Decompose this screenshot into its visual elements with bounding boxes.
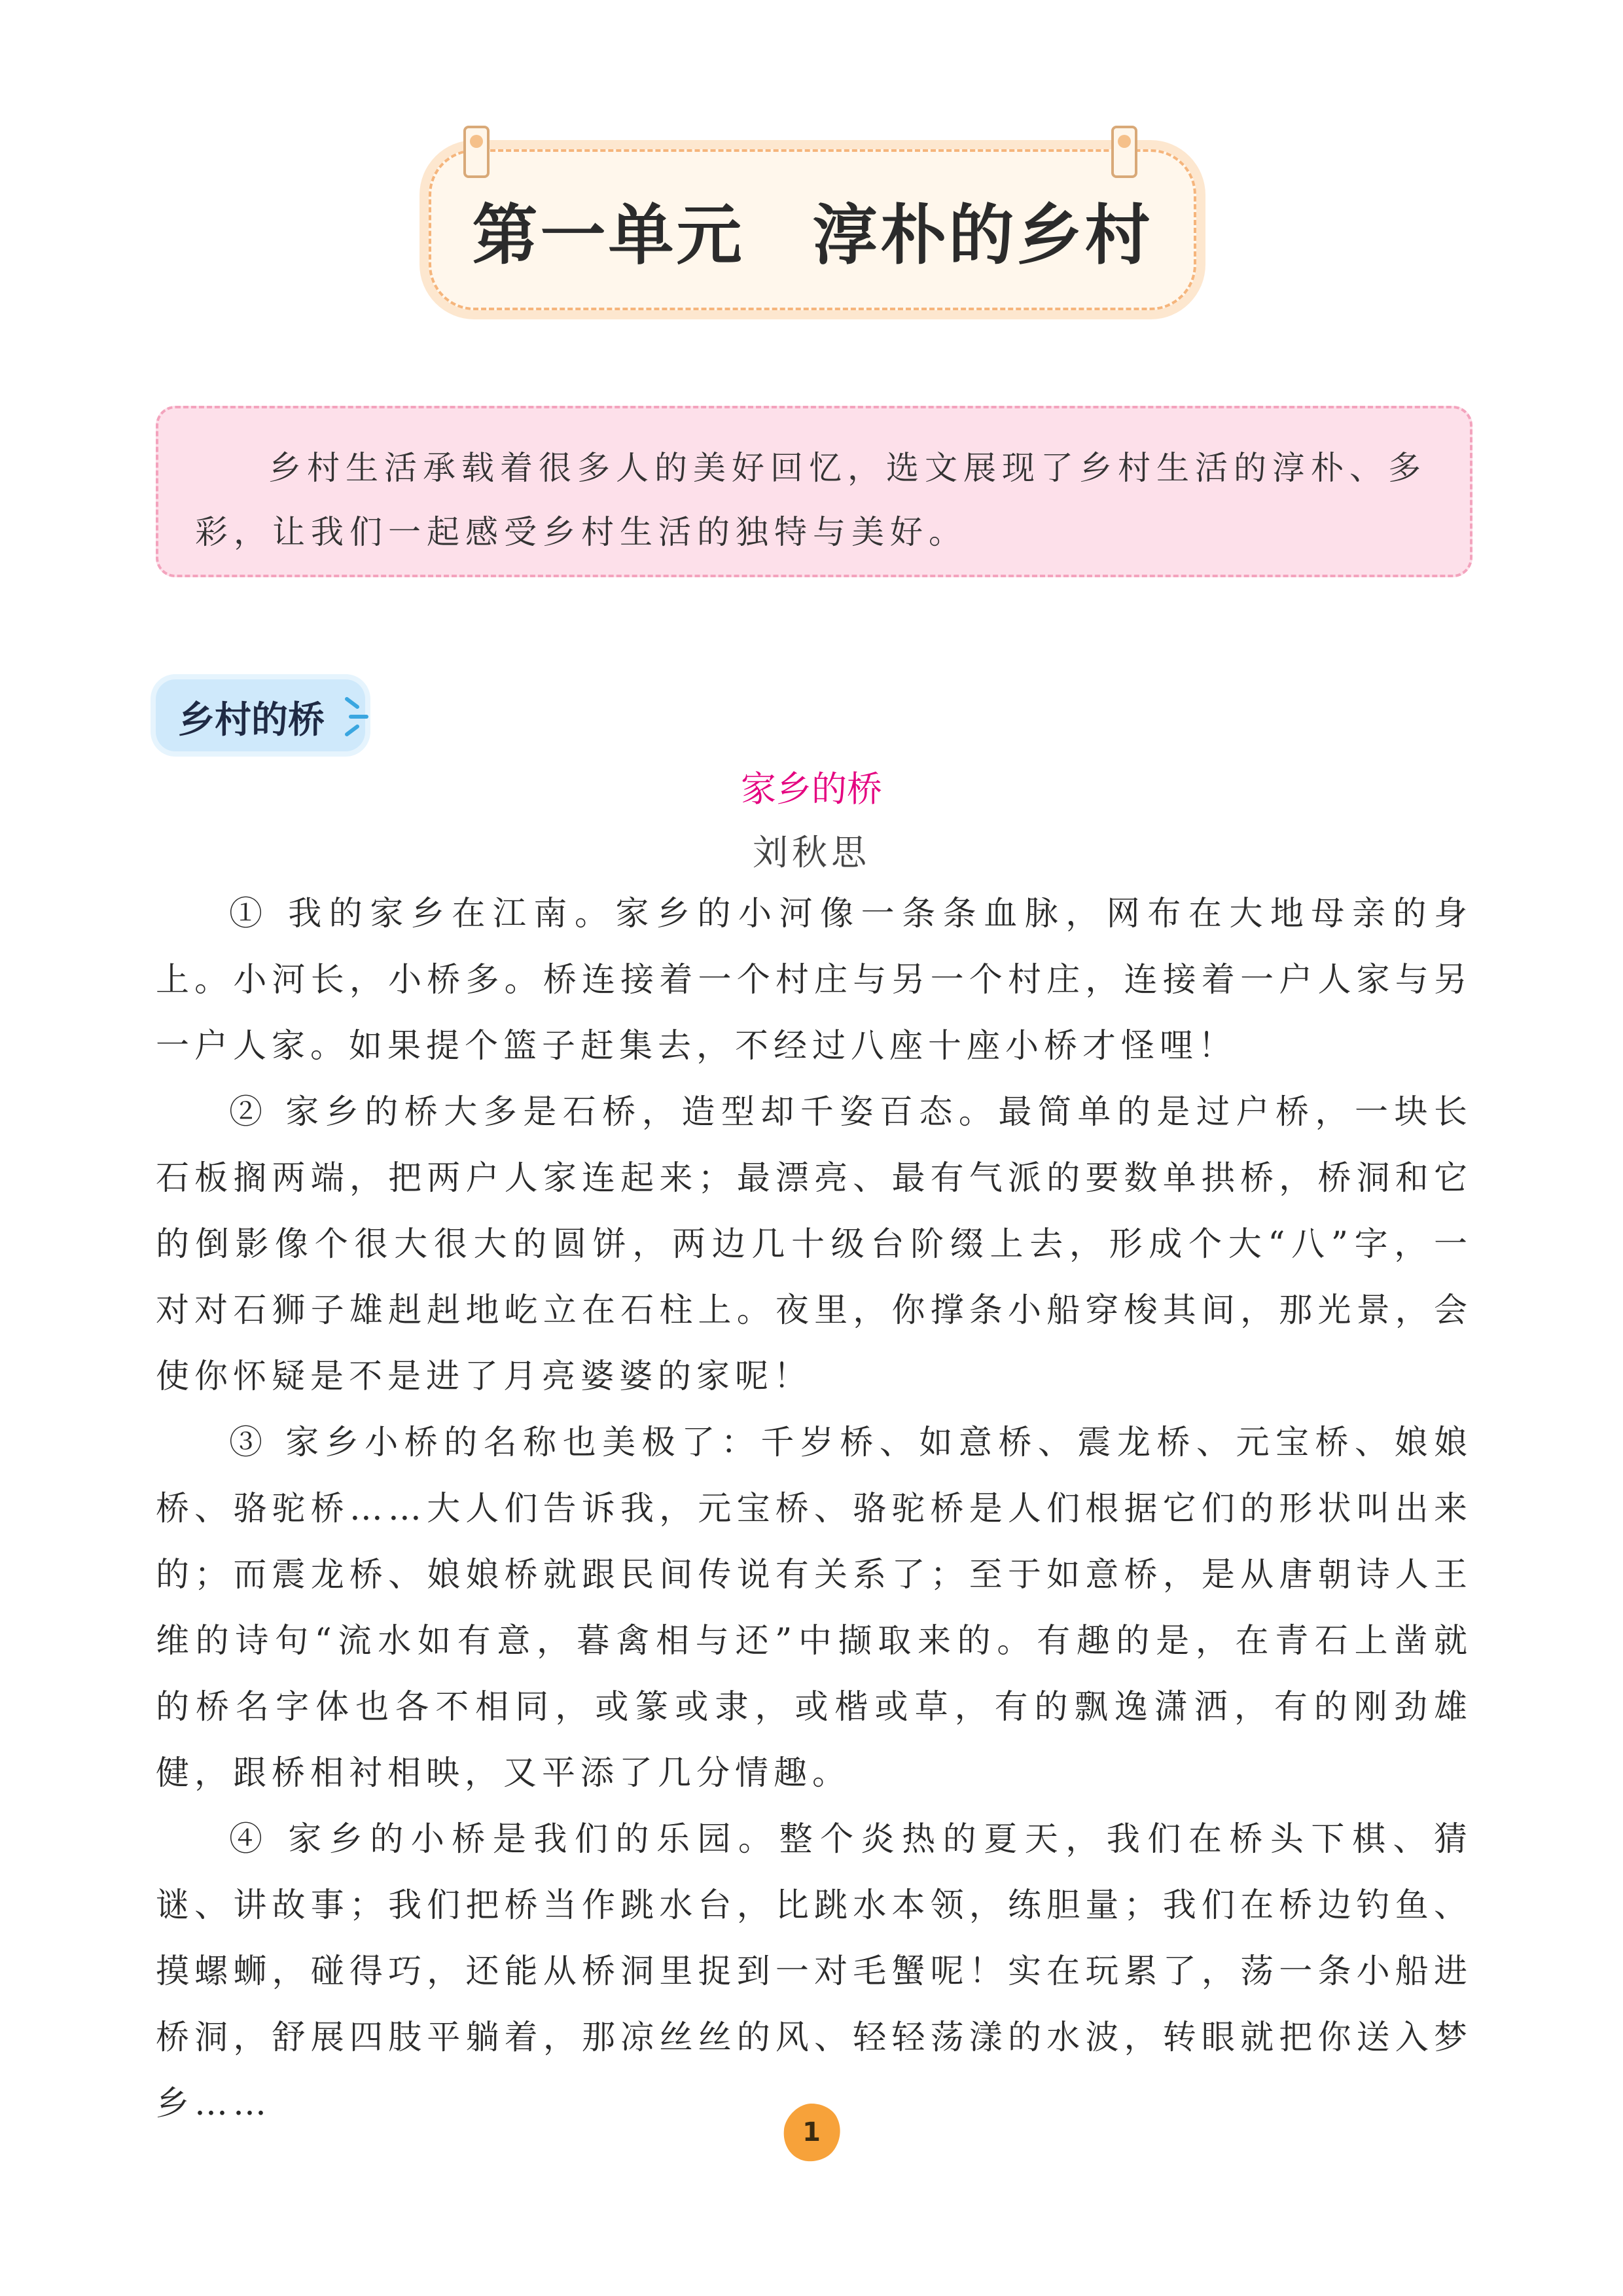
article-paragraph: ④ 家乡的小桥是我们的乐园。整个炎热的夏天，我们在桥头下棋、猜谜、讲故事；我们把桥当作跳水台，比跳水本领，练胆量；我们在桥边钓鱼、摸螺蛳，碰得巧，还能从桥洞里捉到一对毛蟹呢！实在玩累了，荡一条小船进桥洞，舒展四肢平躺着，那凉丝丝的风、轻轻荡漾的水波，转眼就把你送入梦乡…… xyxy=(156,1820,1472,2123)
unit-title: 第一单元 淳朴的乡村 xyxy=(472,197,1153,274)
paper-clip-icon xyxy=(458,124,495,179)
unit-intro-box xyxy=(156,406,1472,577)
sparkle-icon xyxy=(334,687,380,746)
article-title: 家乡的桥 xyxy=(741,768,882,810)
article-paragraph: ③ 家乡小桥的名称也美极了：千岁桥、如意桥、震龙桥、元宝桥、娘娘桥、骆驼桥……大人们告诉我，元宝桥、骆驼桥是人们根据它们的形状叫出来的；而震龙桥、娘娘桥就跟民间传说有关系了；至于如意桥，是从唐朝诗人王维的诗句“流水如有意，暮禽相与还”中撷取来的。有趣的是，在青石上凿就的桥名字体也各不相同，或篆或隶，或楷或草，有的飘逸潇洒，有的刚劲雄健，跟桥相衬相映，又平添了几分情趣。 xyxy=(156,1424,1472,1793)
section-tag-label: 乡村的桥 xyxy=(178,699,325,742)
paper-clip-icon xyxy=(1106,124,1143,179)
page-number-badge xyxy=(779,2100,844,2165)
page-number: 1 xyxy=(802,2117,821,2147)
article-paragraph: ① 我的家乡在江南。家乡的小河像一条条血脉，网布在大地母亲的身上。小河长，小桥多。桥连接着一个村庄与另一个村庄，连接着一户人家与另一户人家。如果提个篮子赶集去，不经过八座十座小桥才怪哩！ xyxy=(156,895,1472,1066)
unit-title-banner xyxy=(429,149,1196,310)
unit-intro-text: 乡村生活承载着很多人的美好回忆，选文展现了乡村生活的淳朴、多彩，让我们一起感受乡村生活的独特与美好。 xyxy=(195,449,1427,551)
article-paragraph: ② 家乡的桥大多是石桥，造型却千姿百态。最简单的是过户桥，一块长石板搁两端，把两户人家连起来；最漂亮、最有气派的要数单拱桥，桥洞和它的倒影像个很大很大的圆饼，两边几十级台阶缀上去，形成个大“八”字，一对对石狮子雄赳赳地屹立在石柱上。夜里，你撑条小船穿梭其间，那光景，会使你怀疑是不是进了月亮婆婆的家呢！ xyxy=(156,1093,1472,1396)
article-body xyxy=(156,881,1472,2137)
article-author: 刘秋思 xyxy=(753,832,870,873)
